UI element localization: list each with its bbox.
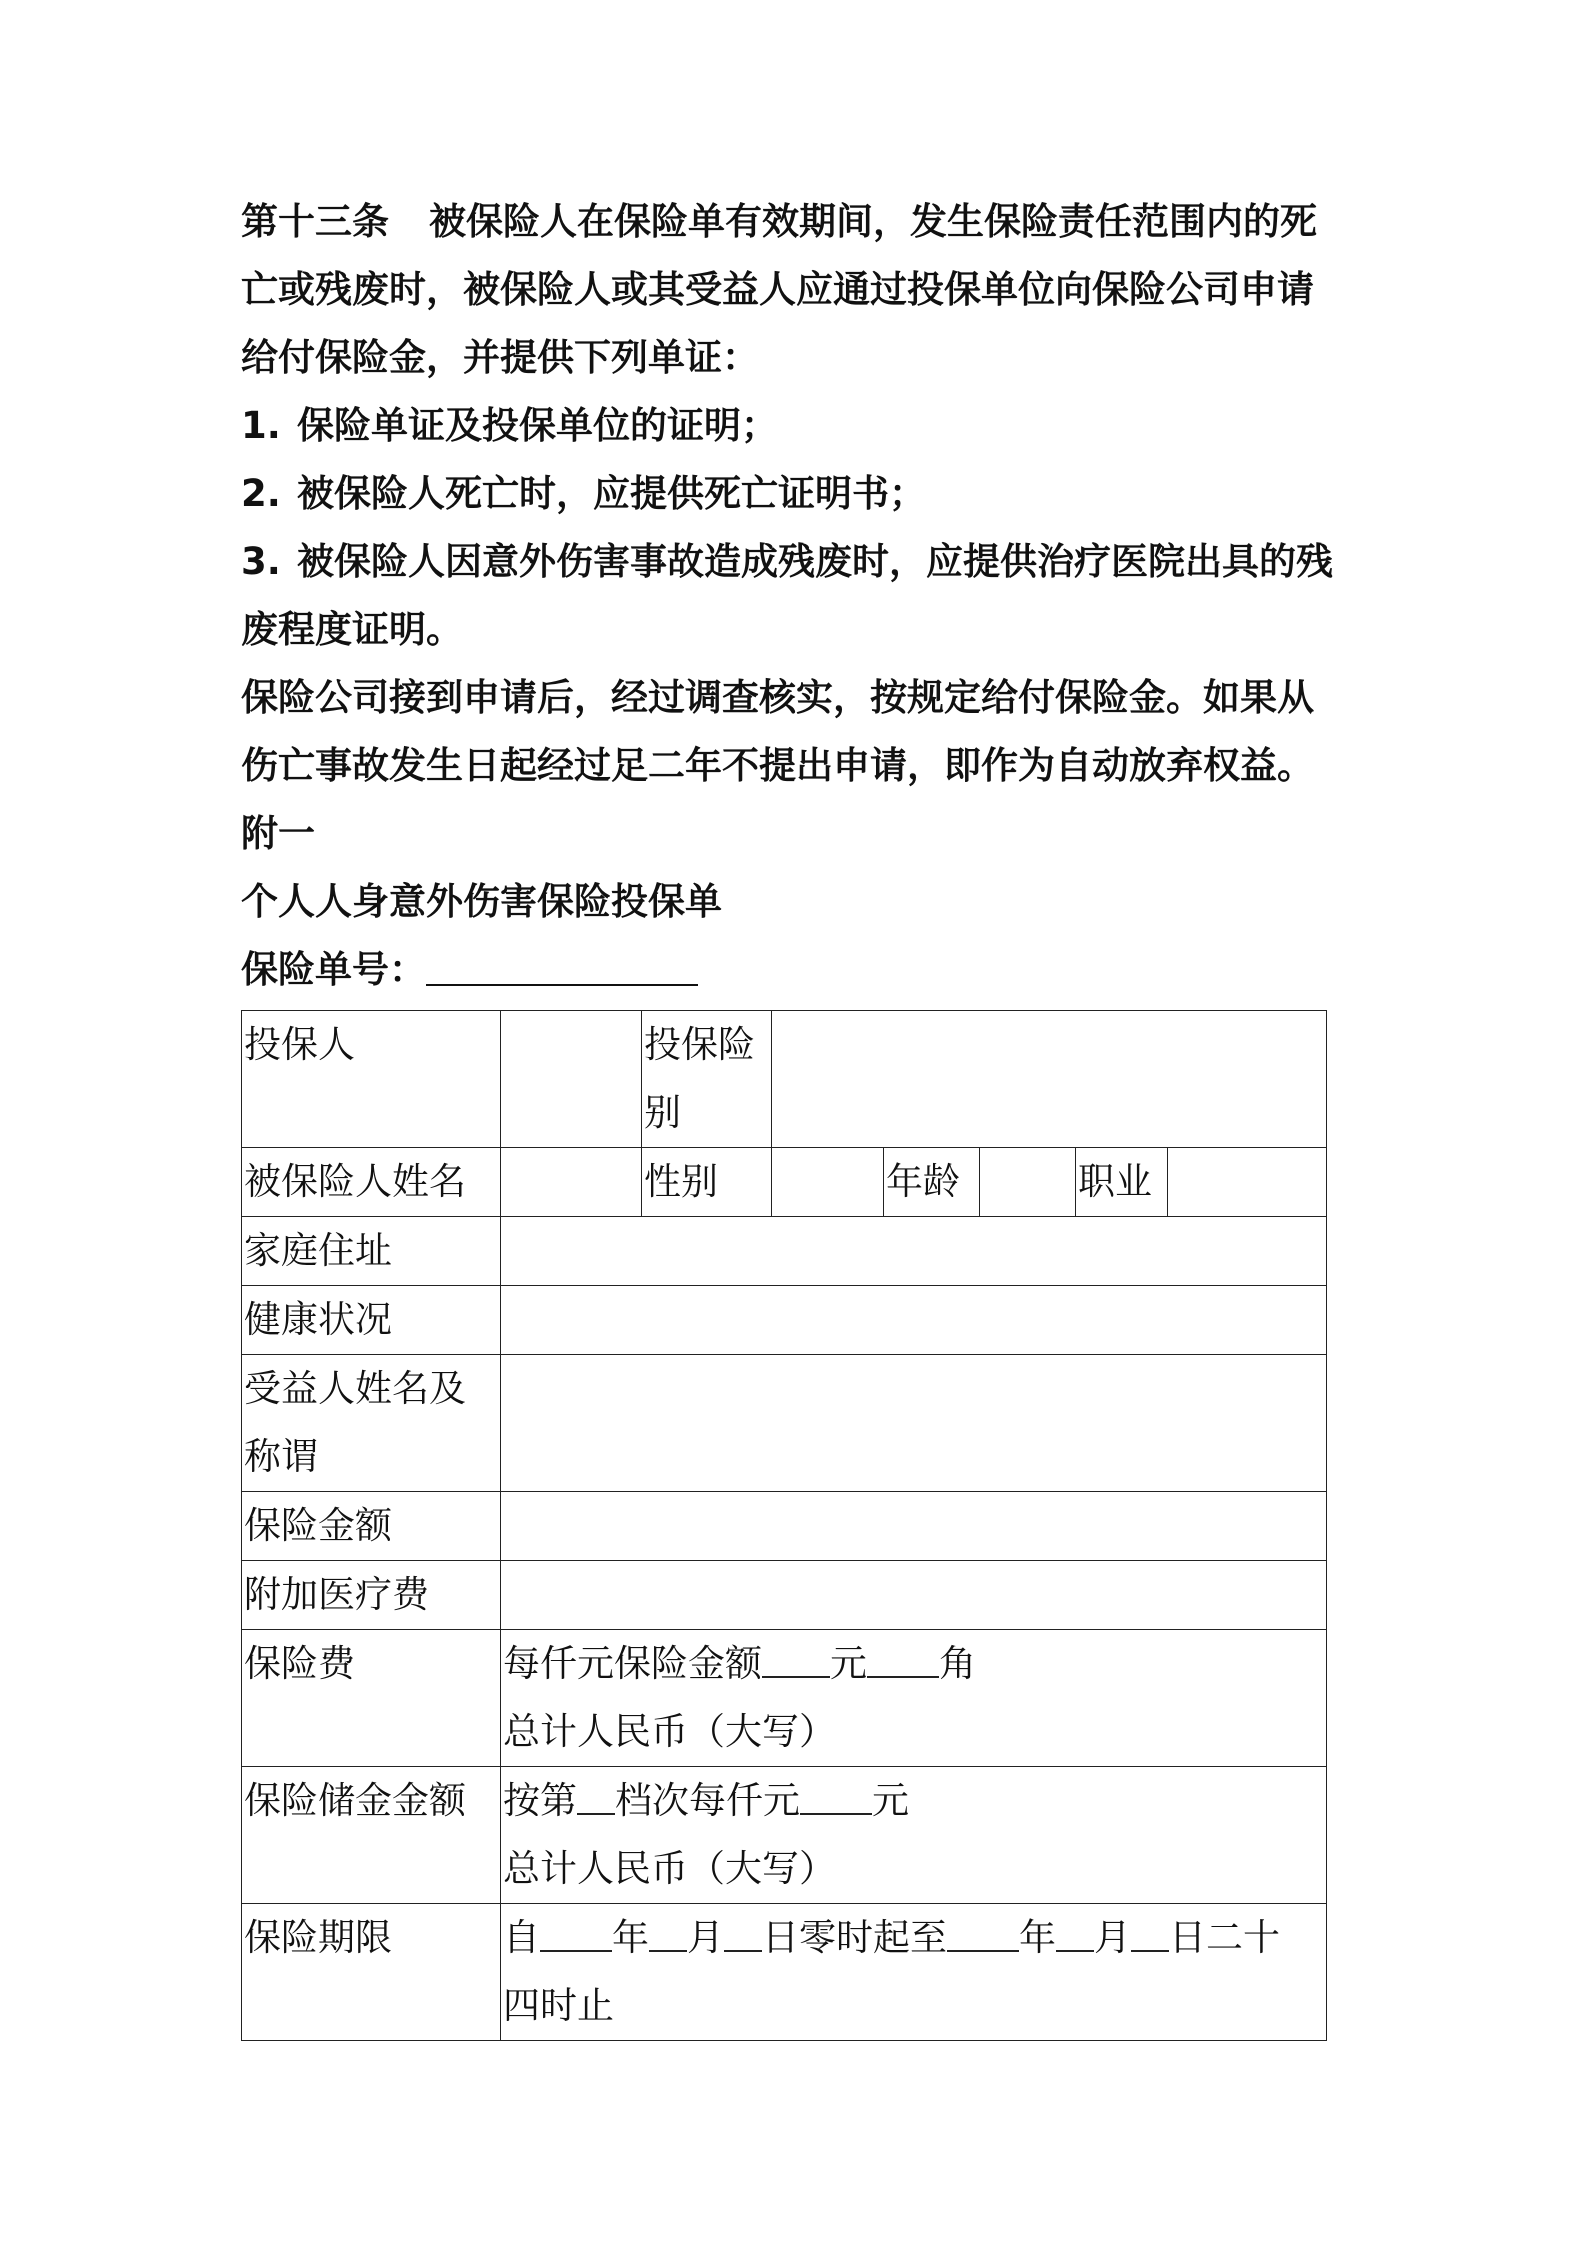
beneficiary-label: 受益人姓名及 称谓 xyxy=(242,1355,501,1492)
list-item: 1. 保险单证及投保单位的证明； xyxy=(241,404,778,447)
health-label: 健康状况 xyxy=(242,1286,501,1355)
table-row xyxy=(242,1561,1327,1630)
sum-insured-value[interactable] xyxy=(501,1492,1327,1561)
policy-number-line xyxy=(241,936,1351,1004)
article-heading: 第十三条 xyxy=(241,200,389,243)
article-13 xyxy=(241,188,1351,1004)
start-month-blank[interactable] xyxy=(649,1906,687,1952)
premium-yuan-blank[interactable] xyxy=(762,1632,830,1678)
address-value[interactable] xyxy=(501,1217,1327,1286)
start-day-blank[interactable] xyxy=(724,1906,762,1952)
premium-value: 每仟元保险金额 元 角 总计人民币（大写） xyxy=(501,1630,1327,1767)
premium-label: 保险费 xyxy=(242,1630,501,1767)
applicant-label: 投保人 xyxy=(242,1011,501,1148)
list-item: 3. 被保险人因意外伤害事故造成残废时，应提供治疗医院出具的残 xyxy=(241,540,1333,583)
gender-label: 性别 xyxy=(642,1148,772,1217)
policy-number-blank[interactable] xyxy=(426,946,698,986)
appendix-title: 个人人身意外伤害保险投保单 xyxy=(241,880,722,923)
occupation-label: 职业 xyxy=(1076,1148,1168,1217)
end-month-blank[interactable] xyxy=(1056,1906,1094,1952)
medical-fee-label: 附加医疗费 xyxy=(242,1561,501,1630)
period-label: 保险期限 xyxy=(242,1904,501,2041)
occupation-value[interactable] xyxy=(1168,1148,1327,1217)
insured-name-value[interactable] xyxy=(501,1148,642,1217)
period-continuation: 四时止 xyxy=(503,1984,614,2027)
period-value: 自 年 月 日零时起至 年 月 日二十 四时止 xyxy=(501,1904,1327,2041)
savings-value: 按第 档次每仟元 元 总计人民币（大写） xyxy=(501,1767,1327,1904)
policy-number-label: 保险单号： xyxy=(241,948,426,991)
table-row xyxy=(242,1286,1327,1355)
table-row xyxy=(242,1217,1327,1286)
table-row xyxy=(242,1355,1327,1492)
appendix-label: 附一 xyxy=(241,812,315,855)
article-line-3: 给付保险金，并提供下列单证： xyxy=(241,336,759,379)
list-item-continuation: 废程度证明。 xyxy=(241,608,463,651)
table-row xyxy=(242,1492,1327,1561)
application-form-table xyxy=(241,1010,1327,2041)
beneficiary-value[interactable] xyxy=(501,1355,1327,1492)
table-row xyxy=(242,1767,1327,1904)
insured-name-label: 被保险人姓名 xyxy=(242,1148,501,1217)
applicant-value[interactable] xyxy=(501,1011,642,1148)
list-item: 2. 被保险人死亡时，应提供死亡证明书； xyxy=(241,472,926,515)
insurance-type-label: 投保险 别 xyxy=(642,1011,772,1148)
medical-fee-value[interactable] xyxy=(501,1561,1327,1630)
closing-line-1: 保险公司接到申请后，经过调查核实，按规定给付保险金。如果从 xyxy=(241,676,1314,719)
savings-label: 保险储金金额 xyxy=(242,1767,501,1904)
health-value[interactable] xyxy=(501,1286,1327,1355)
table-row xyxy=(242,1011,1327,1148)
end-day-blank[interactable] xyxy=(1131,1906,1169,1952)
closing-line-2: 伤亡事故发生日起经过足二年不提出申请，即作为自动放弃权益。 xyxy=(241,744,1314,787)
insurance-type-value[interactable] xyxy=(772,1011,1327,1148)
table-row xyxy=(242,1630,1327,1767)
end-year-blank[interactable] xyxy=(947,1906,1019,1952)
premium-jiao-blank[interactable] xyxy=(867,1632,939,1678)
table-row xyxy=(242,1904,1327,2041)
premium-total: 总计人民币（大写） xyxy=(503,1710,836,1753)
gender-value[interactable] xyxy=(772,1148,884,1217)
savings-tier-blank[interactable] xyxy=(577,1769,615,1815)
table-row xyxy=(242,1148,1327,1217)
age-value[interactable] xyxy=(980,1148,1076,1217)
savings-yuan-blank[interactable] xyxy=(800,1769,872,1815)
start-year-blank[interactable] xyxy=(540,1906,612,1952)
address-label: 家庭住址 xyxy=(242,1217,501,1286)
age-label: 年龄 xyxy=(884,1148,980,1217)
sum-insured-label: 保险金额 xyxy=(242,1492,501,1561)
savings-total: 总计人民币（大写） xyxy=(503,1847,836,1890)
article-line-1: 第十三条 被保险人在保险单有效期间，发生保险责任范围内的死 xyxy=(241,200,1317,243)
article-line-2: 亡或残废时，被保险人或其受益人应通过投保单位向保险公司申请 xyxy=(241,268,1314,311)
